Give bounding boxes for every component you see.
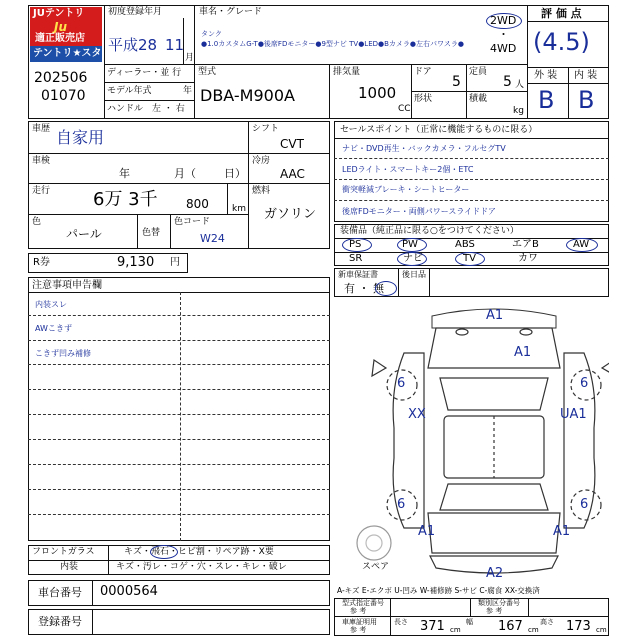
car-name-label: 車名・グレード bbox=[199, 7, 263, 17]
warranty-label: 新車保証書 bbox=[338, 270, 378, 279]
grade-score: (4.5) bbox=[533, 28, 590, 56]
header-left-row-3 bbox=[104, 100, 194, 101]
first-reg-value: 平成28 bbox=[108, 36, 158, 54]
logo-star-text: テントリ★スター bbox=[33, 48, 112, 59]
grade-text: タンク ●1.0カスタムG-T●後席FDモニター●9型ナビ TV●LED●Bカメラ●左右パワスラ● bbox=[201, 30, 464, 48]
glass-row-line bbox=[28, 560, 330, 561]
notes-line-5 bbox=[28, 414, 330, 415]
color-code-value: W24 bbox=[200, 232, 225, 245]
notes-line-4 bbox=[28, 389, 330, 390]
interior-value: キズ・汚レ・コゲ・穴・スレ・キレ・破レ bbox=[116, 562, 287, 572]
recycle-frame bbox=[28, 253, 188, 273]
load-unit: kg bbox=[513, 106, 524, 116]
height-unit: cm bbox=[596, 626, 607, 634]
class-sub: 参 考 bbox=[486, 607, 503, 615]
sales-title: セールスポイント（正常に機能するものに限る） bbox=[340, 125, 538, 135]
inspection-day: 日） bbox=[224, 167, 246, 180]
mark-right-side: UA1 bbox=[560, 407, 587, 422]
handle-value: 左 ・ 右 bbox=[152, 104, 185, 114]
cert-label: 車庫証明用 bbox=[342, 618, 377, 626]
dealer-label: ディーラー・並 行 bbox=[107, 68, 182, 78]
color-label: 色 bbox=[32, 217, 42, 227]
load-label: 積載 bbox=[469, 94, 488, 104]
mark-rear-right: A1 bbox=[553, 524, 571, 539]
color-change-label: 色替 bbox=[142, 228, 161, 238]
km-divider bbox=[227, 183, 228, 214]
spare-label: スペア bbox=[362, 562, 390, 572]
mark-tire-fl: 6 bbox=[397, 376, 406, 391]
drive-4wd: 4WD bbox=[490, 42, 517, 55]
chassis-label: 車台番号 bbox=[38, 586, 82, 599]
header-row-1 bbox=[104, 64, 527, 65]
class-label: 類別区分番号 bbox=[478, 599, 520, 607]
spec-row-line bbox=[334, 616, 609, 617]
usage-label: 車歴 bbox=[32, 124, 51, 134]
mileage-label: 走行 bbox=[32, 186, 51, 196]
type-cert-label: 型式指定番号 bbox=[342, 599, 384, 607]
eq-leather: カワ bbox=[518, 253, 538, 264]
shift-value: CVT bbox=[280, 137, 304, 151]
length-unit: cm bbox=[450, 626, 461, 634]
info-row-3 bbox=[28, 214, 248, 215]
shift-label: シフト bbox=[252, 124, 280, 134]
front-glass-circle bbox=[150, 545, 178, 559]
color-divider-2 bbox=[170, 214, 171, 249]
note-line-2: AWこきず bbox=[35, 324, 72, 333]
glass-col-line bbox=[108, 545, 109, 575]
notes-line-3 bbox=[28, 364, 330, 365]
car-diagram bbox=[334, 298, 609, 583]
drive-2wd: 2WD bbox=[490, 14, 517, 27]
lot-number-1: 202506 bbox=[34, 70, 88, 86]
mark-tire-fr: 6 bbox=[580, 376, 589, 391]
door-value: 5 bbox=[452, 74, 461, 90]
header-col-1 bbox=[104, 5, 105, 119]
mileage-unit: km bbox=[232, 204, 246, 214]
header-inner-col-a bbox=[329, 64, 330, 119]
grade-label: 評 価 点 bbox=[541, 7, 582, 20]
sales-line-2 bbox=[334, 179, 609, 180]
arrival-frame bbox=[398, 268, 609, 297]
mileage-value: 6万 3千 bbox=[93, 189, 158, 210]
mark-tire-rr: 6 bbox=[580, 497, 589, 512]
color-value: パール bbox=[66, 227, 102, 241]
header-col-2 bbox=[194, 5, 195, 119]
model-year-unit: 年 bbox=[183, 86, 193, 96]
ext-value: B bbox=[538, 86, 555, 114]
first-reg-month: 11 bbox=[165, 36, 185, 54]
note-line-3: こきず凹み補修 bbox=[35, 349, 91, 358]
mark-left-side: XX bbox=[408, 407, 426, 422]
notes-title-line bbox=[28, 292, 330, 293]
legend: A-キズ E-エクボ U-凹み W-補修跡 S-サビ C-腐食 XX-交換済 bbox=[337, 586, 540, 595]
recycle-label: R券 bbox=[33, 257, 50, 268]
sales-point-1: ナビ・DVD再生・バックカメラ・フルセグTV bbox=[342, 144, 506, 153]
displacement-label: 排気量 bbox=[333, 67, 361, 77]
sales-point-4: 後席FDモニター・両側パワースライドドア bbox=[342, 207, 496, 216]
logo-brand-text: JUテントリ bbox=[33, 8, 85, 19]
usage-value: 自家用 bbox=[56, 128, 105, 147]
width-unit: cm bbox=[528, 626, 539, 634]
spec-col-1 bbox=[390, 598, 391, 636]
int-value: B bbox=[578, 86, 595, 114]
eq-airbag: エアB bbox=[512, 239, 539, 250]
length-value: 371 bbox=[420, 619, 445, 634]
first-reg-label: 初度登録年月 bbox=[108, 7, 163, 17]
ac-label: 冷房 bbox=[252, 156, 271, 166]
inspection-month: 月（ bbox=[174, 167, 196, 180]
header-inner-row bbox=[411, 91, 527, 92]
header-col-3 bbox=[527, 5, 528, 119]
mark-rear-left: A1 bbox=[418, 524, 436, 539]
front-glass-label: フロントガラス bbox=[32, 547, 95, 557]
chassis-col-line bbox=[92, 580, 93, 606]
width-value: 167 bbox=[498, 619, 523, 634]
color-divider-1 bbox=[137, 214, 138, 249]
sales-line-3 bbox=[334, 200, 609, 201]
mark-rear: A2 bbox=[486, 566, 504, 581]
drive-dot: ・ bbox=[498, 28, 509, 41]
logo-ju-text: Ju bbox=[54, 20, 68, 34]
eq-aw: AW bbox=[573, 239, 590, 250]
eq-abs: ABS bbox=[455, 239, 475, 250]
color-code-label: 色コード bbox=[174, 217, 211, 227]
sales-point-2: LEDライト・スマートキー2個・ETC bbox=[342, 165, 474, 174]
sales-line-1 bbox=[334, 158, 609, 159]
capacity-unit: 人 bbox=[515, 80, 525, 90]
first-reg-month-unit: 月 bbox=[185, 53, 195, 63]
recycle-unit: 円 bbox=[170, 257, 180, 268]
equipment-title: 装備品（純正品に限る○をつけてください） bbox=[340, 226, 519, 236]
height-label: 高さ bbox=[540, 618, 554, 626]
notes-line-7 bbox=[28, 464, 330, 465]
eq-sr: SR bbox=[349, 253, 363, 264]
header-left-row-2 bbox=[104, 82, 194, 83]
cert-sub: 参 考 bbox=[350, 626, 367, 634]
logo bbox=[30, 7, 112, 62]
ext-label: 外 装 bbox=[534, 70, 558, 81]
sales-point-3: 衝突軽減ブレーキ・シートヒーター bbox=[342, 185, 470, 194]
height-value: 173 bbox=[566, 619, 591, 634]
shift-row-1 bbox=[248, 153, 330, 154]
eq-ps: PS bbox=[349, 239, 362, 250]
warranty-circle bbox=[375, 281, 397, 296]
mark-front: A1 bbox=[486, 308, 504, 323]
front-glass-value: キズ・飛石・ヒビ割・リペア跡・X要 bbox=[124, 547, 274, 557]
eq-pw: PW bbox=[402, 239, 418, 250]
mark-tire-rl: 6 bbox=[397, 497, 406, 512]
inspection-year: 年 bbox=[119, 167, 130, 180]
width-label: 幅 bbox=[466, 618, 473, 626]
mark-hood: A1 bbox=[514, 345, 532, 360]
notes-line-8 bbox=[28, 489, 330, 490]
interior-label: 内装 bbox=[60, 562, 79, 572]
model-year-label: モデル年式 bbox=[107, 86, 152, 96]
ac-value: AAC bbox=[280, 167, 305, 181]
fuel-label: 燃料 bbox=[252, 186, 271, 196]
displacement-value: 1000 bbox=[358, 84, 397, 102]
door-label: ドア bbox=[414, 67, 432, 77]
eq-navi: ナビ bbox=[403, 253, 423, 264]
type-label: 型式 bbox=[198, 67, 217, 77]
logo-sub-text: 適正販売店 bbox=[35, 33, 85, 44]
note-line-1: 内装スレ bbox=[35, 300, 67, 309]
sales-title-line bbox=[334, 138, 609, 139]
info-row-2 bbox=[28, 183, 330, 184]
spec-col-2 bbox=[470, 598, 471, 616]
grade-col-line bbox=[568, 67, 569, 119]
handle-label: ハンドル bbox=[107, 104, 144, 114]
shape-label: 形状 bbox=[414, 94, 433, 104]
chassis-value: 0000564 bbox=[100, 584, 158, 599]
reg-col-line bbox=[92, 609, 93, 635]
int-label: 内 装 bbox=[574, 70, 598, 81]
capacity-value: 5 bbox=[503, 74, 512, 90]
notes-title: 注意事項申告欄 bbox=[32, 280, 102, 291]
recycle-value: 9,130 bbox=[117, 255, 155, 270]
header-frame bbox=[28, 5, 609, 119]
notes-col-line bbox=[180, 292, 181, 541]
ext-int-line bbox=[527, 83, 609, 84]
type-value: DBA-M900A bbox=[200, 86, 295, 105]
warranty-value: 有 ・ 無 bbox=[344, 282, 384, 295]
notes-line-6 bbox=[28, 439, 330, 440]
notes-line-9 bbox=[28, 514, 330, 515]
inspection-label: 車検 bbox=[32, 156, 51, 166]
displacement-unit: CC bbox=[398, 104, 411, 114]
notes-line-1 bbox=[28, 315, 330, 316]
grade-label-line bbox=[527, 21, 609, 22]
mileage-sub: 800 bbox=[186, 197, 209, 211]
type-cert-sub: 参 考 bbox=[350, 607, 367, 615]
fuel-value: ガソリン bbox=[264, 207, 317, 222]
notes-frame bbox=[28, 277, 330, 541]
capacity-label: 定員 bbox=[469, 67, 488, 77]
arrival-label: 後日品 bbox=[402, 270, 426, 279]
lot-number-2: 01070 bbox=[41, 88, 86, 104]
notes-line-2 bbox=[28, 340, 330, 341]
eq-tv: TV bbox=[463, 253, 476, 264]
info-col-mid bbox=[248, 121, 249, 249]
reg-label: 登録番号 bbox=[38, 615, 82, 628]
length-label: 長さ bbox=[394, 618, 408, 626]
spec-col-3 bbox=[528, 598, 529, 616]
